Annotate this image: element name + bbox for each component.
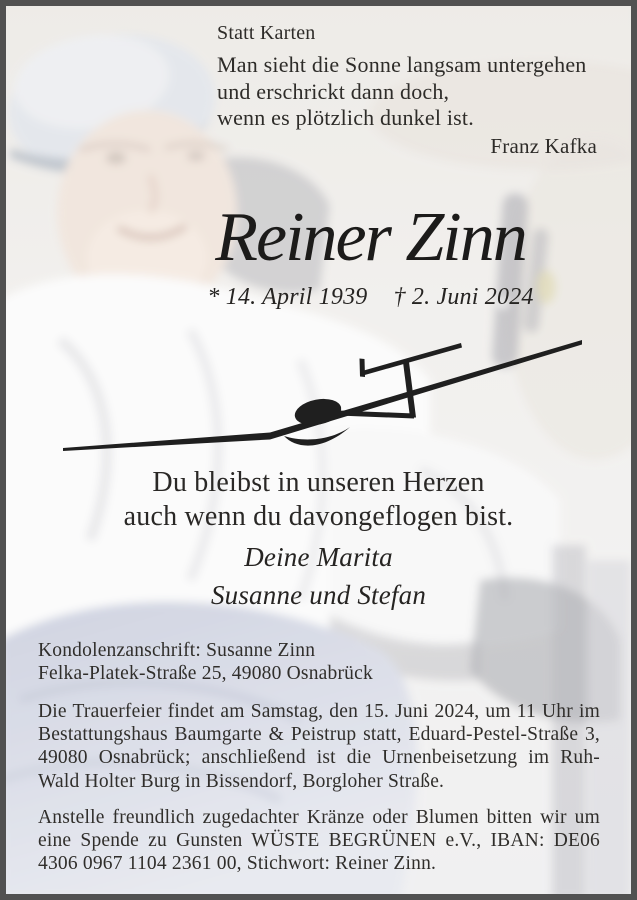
quote-attribution: Franz Kafka [490,134,597,158]
farewell-line-2: auch wenn du davongeflogen bist. [123,501,514,532]
deceased-name: Reiner Zinn [215,199,526,276]
deceased-block [110,199,631,311]
condolence-line-1: Kondolenzanschrift: Susanne Zinn [38,640,316,661]
condolence-address [38,639,600,685]
funeral-details: Die Trauerfeier findet am Samstag, den 15. Juni 2024, um 11 Uhr im Bestattungshaus Baumgarte & Peistrup statt, Eduard-Pestel-Straße 3, 49080 Osnabrück; anschließend ist die Urnenbeisetzung im Ruh-Wald Holter Burg in Bissendorf, Borgloher Straße. [38,701,600,792]
quote-line-3: wenn es plötzlich dunkel ist. [217,105,474,130]
birth-date: * 14. April 1939 [207,284,368,310]
glider-tailplane-tip [360,359,366,378]
quote-line-1: Man sieht die Sonne langsam untergehen [217,52,587,77]
statt-karten-note: Statt Karten [217,22,316,44]
quote-line-2: und erschrickt dann doch, [217,78,450,104]
mourners-line-2: Susanne und Stefan [210,580,427,610]
quote [217,52,587,132]
mourners [6,538,631,614]
condolence-line-2: Felka-Platek-Straße 25, 49080 Osnabrück [38,663,373,685]
mourners-line-1: Deine Marita [244,542,393,572]
farewell-verse [6,466,631,534]
farewell-line-1: Du bleibst in unseren Herzen [152,467,485,498]
donation-request: Anstelle freundlich zugedachter Kränze oder Blumen bitten wir um eine Spende zu Gunsten WÜSTE BEGRÜNEN e.V., IBAN: DE06 4306 0967 1104 2361 00, Stichwort: Reiner Zinn. [38,807,600,875]
life-dates [110,284,631,311]
death-date: † 2. Juni 2024 [393,284,534,310]
